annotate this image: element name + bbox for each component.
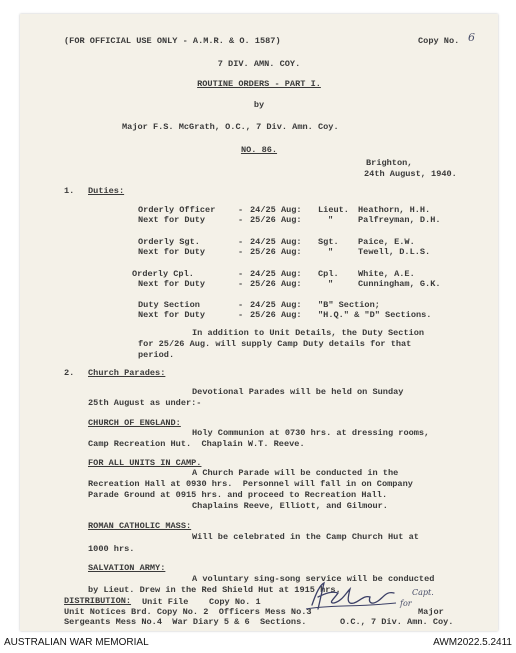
duties-note-line: In addition to Unit Details, the Duty Section [192,328,425,338]
sa-line: by Lieut. Drew in the Red Shield Hut at 1915 hrs. [88,585,341,595]
order-number: NO. 86. [240,145,278,155]
duty-section: "H.Q." & "D" Sections. [318,310,432,320]
document-page [20,14,498,631]
church-intro-line: 25th August as under:- [88,398,202,408]
duty-dates: 25/26 Aug: [250,310,302,320]
signature-initial: Capt. [412,588,434,597]
distribution-line: Unit Notices Brd. Copy No. 2 Officers Mess No.3 [64,607,312,617]
duty-rank: " [328,247,334,257]
all-units-line: A Church Parade will be conducted in the [192,468,399,478]
distribution-line: Unit File Copy No. 1 [142,597,261,607]
duty-dates: 24/25 Aug: [250,205,302,215]
duty-dash: - [238,279,244,289]
section-number-duties: 1. [64,186,75,196]
duty-role: Next for Duty [138,279,206,289]
rc-line: 1000 hrs. [88,544,135,554]
rc-line: Will be celebrated in the Camp Church Hut at [192,532,419,542]
duties-note-line: period. [138,350,175,360]
duty-dates: 25/26 Aug: [250,215,302,225]
footer-reference: AWM2022.5.2411 [433,637,512,648]
duty-section: "B" Section; [318,300,380,310]
distribution-heading: DISTRIBUTION: [64,596,132,606]
duty-role: Next for Duty [138,215,206,225]
duty-dash: - [238,247,244,257]
church-intro-line: Devotional Parades will be held on Sunday [192,387,404,397]
duty-role: Orderly Cpl. [132,269,194,279]
coe-heading: CHURCH OF ENGLAND: [88,418,181,428]
duty-name: Palfreyman, D.H. [358,215,441,225]
copy-label: Copy No. [418,36,460,46]
duty-dates: 25/26 Aug: [250,279,302,289]
document-title: ROUTINE ORDERS - PART I. [197,79,321,89]
duties-heading: Duties: [88,186,125,196]
classification-line: (FOR OFFICIAL USE ONLY - A.M.R. & O. 1587) [64,36,281,46]
signature-for: for [400,599,412,608]
sa-line: A voluntary sing-song service will be conducted [192,574,435,584]
all-units-line: Parade Ground at 0915 hrs. and proceed to Recreation Hall. [88,490,388,500]
handwritten-signature [298,575,448,617]
signature-rank: Major [418,607,444,617]
author-line: Major F.S. McGrath, O.C., 7 Div. Amn. Coy. [122,122,339,132]
coe-line: Holy Communion at 0730 hrs. at dressing rooms, [192,428,430,438]
duty-dates: 24/25 Aug: [250,237,302,247]
by-line: by [253,100,265,110]
duty-role: Next for Duty [138,247,206,257]
duty-dates: 24/25 Aug: [250,300,302,310]
duty-dates: 24/25 Aug: [250,269,302,279]
duty-role: Duty Section [138,300,200,310]
duty-name: Heathorn, H.H. [358,205,431,215]
duty-name: White, A.E. [358,269,415,279]
footer-source: AUSTRALIAN WAR MEMORIAL [4,637,149,648]
all-units-heading: FOR ALL UNITS IN CAMP. [88,458,202,468]
all-units-line: Recreation Hall at 0930 hrs. Personnel will fall in on Company [88,479,413,489]
all-units-line: Chaplains Reeve, Elliott, and Gilmour. [192,501,388,511]
duty-rank: Sgt. [318,237,339,247]
duty-dash: - [238,205,244,215]
signature-unit: O.C., 7 Div. Amn. Coy. [340,617,454,627]
duty-name: Paice, E.W. [358,237,415,247]
coe-line: Camp Recreation Hut. Chaplain W.T. Reeve. [88,439,305,449]
duty-rank: " [328,215,334,225]
duty-role: Next for Duty [138,310,206,320]
duty-name: Cunningham, G.K. [358,279,441,289]
copy-number: 6 [468,31,475,44]
duty-dash: - [238,310,244,320]
duty-role: Orderly Officer [138,205,216,215]
church-heading: Church Parades: [88,368,166,378]
place: Brighton, [366,158,413,168]
duties-note-line: for 25/26 Aug. will supply Camp Duty details for that [138,339,412,349]
duty-rank: Lieut. [318,205,349,215]
rc-heading: ROMAN CATHOLIC MASS: [88,521,192,531]
duty-role: Orderly Sgt. [138,237,200,247]
duty-dash: - [238,300,244,310]
date: 24th August, 1940. [364,169,457,179]
section-number-church: 2. [64,368,75,378]
duty-dash: - [238,237,244,247]
duty-rank: " [328,279,334,289]
sa-heading: SALVATION ARMY: [88,563,166,573]
distribution-line: Sergeants Mess No.4 War Diary 5 & 6 Sections. [64,617,307,627]
duty-dash: - [238,215,244,225]
unit-name: 7 DIV. AMN. COY. [217,59,301,69]
duty-dash: - [238,269,244,279]
duty-rank: Cpl. [318,269,339,279]
duty-name: Tewell, D.L.S. [358,247,431,257]
duty-dates: 25/26 Aug: [250,247,302,257]
